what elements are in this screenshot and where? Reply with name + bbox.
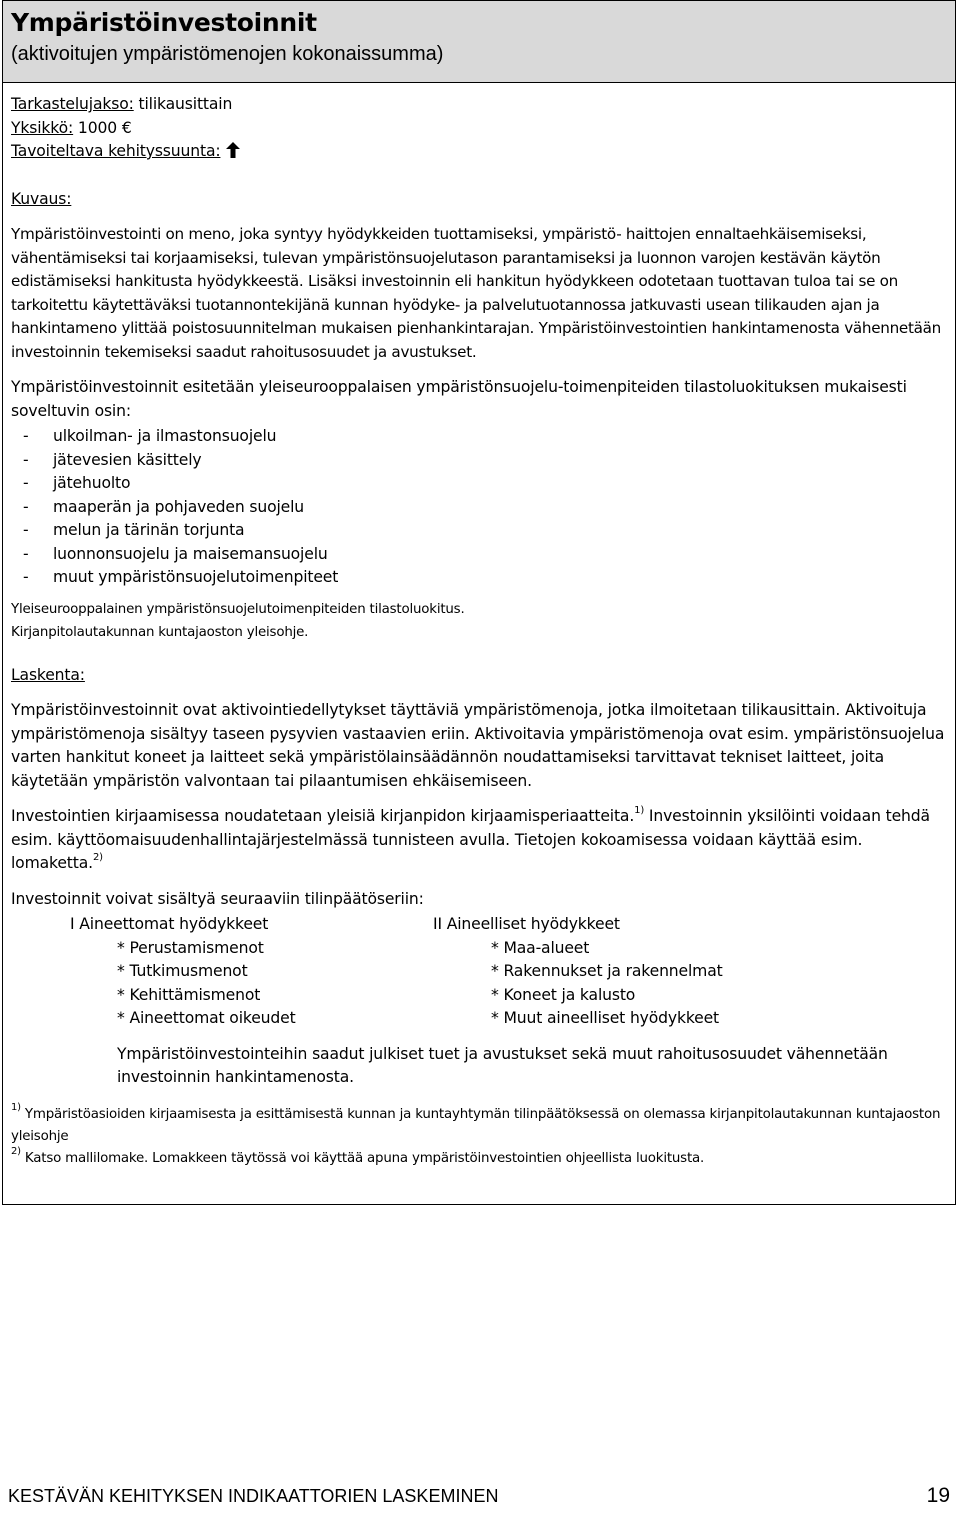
source-line-1: Yleiseurooppalainen ympäristönsuojelutoimenpiteiden tilastoluokitus. <box>11 601 465 617</box>
footnote-ref-2: 2) <box>92 851 103 863</box>
list-item: - ulkoilman- ja ilmastonsuojelu <box>11 425 947 449</box>
trend-label: Tavoiteltava kehityssuunta: <box>11 142 221 160</box>
table-row <box>11 913 947 937</box>
unit-label: Yksikkö: <box>11 118 74 137</box>
table-row <box>11 984 947 1008</box>
indicator-card <box>2 0 956 1205</box>
card-header <box>3 1 955 83</box>
laskenta-paragraph-2b: Investoinnin yksilöinti voidaan tehdä esim. käyttöomaisuudenhallintajärjestelmässä tunnisteen avulla. Tietojen kokoamisessa voidaan käyttää esim. lomaketta. <box>11 807 930 872</box>
footnote-1 <box>11 1104 947 1148</box>
table-row <box>11 1007 947 1031</box>
balance-sheet-items <box>11 913 947 1031</box>
page-number: 19 <box>926 1484 950 1507</box>
unit-value: 1000 € <box>73 118 132 137</box>
category-list <box>11 425 947 590</box>
tangible-item: * Koneet ja kalusto <box>491 985 636 1004</box>
laskenta-heading: Laskenta: <box>11 665 85 684</box>
footer-title: KESTÄVÄN KEHITYKSEN INDIKAATTORIEN LASKEMINEN <box>8 1486 499 1506</box>
tangible-item: * Muut aineelliset hyödykkeet <box>491 1009 720 1027</box>
footnote-marker: 1) <box>11 1102 21 1114</box>
list-item: - jätevesien käsittely <box>11 449 947 473</box>
intangible-heading: I Aineettomat hyödykkeet <box>70 915 269 933</box>
list-item: - maaperän ja pohjaveden suojelu <box>11 496 947 520</box>
intangible-item: * Perustamismenot <box>117 938 264 957</box>
footnote-text: Ympäristöasioiden kirjaamisesta ja esittämisestä kunnan ja kuntayhtymän tilinpäätöksessä on olemassa kirjanpitolautakunnan kuntajaoston yleisohje <box>11 1106 941 1144</box>
card-content <box>3 83 955 1170</box>
tangible-item: * Rakennukset ja rakennelmat <box>491 962 723 980</box>
list-item: - luonnonsuojelu ja maisemansuojelu <box>11 543 947 567</box>
page-title: Ympäristöinvestoinnit <box>11 8 317 37</box>
laskenta-paragraph-1: Ympäristöinvestoinnit ovat aktivointiedellytykset täyttäviä ympäristömenoja, jotka ilmoitetaan tilikausittain. Aktivoituja ympäristömenoja sisältyy taseen pysyvien vastaavien eriin. Aktivoitavia ympäristömenoja ovat esim. ympäristönsuojelua varten hankitut koneet ja laitteet sekä ympäristölainsäädännön noudattamiseksi tarvittavat tekniset laitteet, joita käytetään ympäristön valvontaan tai pilaantumisen ehkäisemiseen. <box>11 701 945 790</box>
unit-line <box>11 117 947 141</box>
kuvaus-paragraph-2: Ympäristöinvestoinnit esitetään yleiseurooppalaisen ympäristönsuojelu-toimenpiteiden tilastoluokituksen mukaisesti soveltuvin osin: <box>11 378 907 420</box>
list-item: - melun ja tärinän torjunta <box>11 519 947 543</box>
period-label: Tarkastelujakso: <box>11 95 134 113</box>
period-value: tilikausittain <box>133 95 233 113</box>
kuvaus-heading: Kuvaus: <box>11 189 72 208</box>
table-row <box>11 937 947 961</box>
closing-paragraph: Ympäristöinvestointeihin saadut julkiset tuet ja avustukset sekä muut rahoitusosuudet vähennetään investoinnin hankintamenosta. <box>117 1044 888 1086</box>
source-line-2: Kirjanpitolautakunnan kuntajaoston yleisohje. <box>11 624 309 640</box>
laskenta-paragraph-2a: Investointien kirjaamisessa noudatetaan yleisiä kirjanpidon kirjaamisperiaatteita. <box>11 807 635 825</box>
footnote-text: Katso mallilomake. Lomakkeen täytössä voi käyttää apuna ympäristöinvestointien ohjeellista luokitusta. <box>20 1150 705 1166</box>
footnote-2 <box>11 1148 947 1170</box>
intangible-item: * Tutkimusmenot <box>117 962 248 980</box>
laskenta-paragraph-3: Investoinnit voivat sisältyä seuraaviin tilinpäätöseriin: <box>11 889 424 908</box>
list-item: - jätehuolto <box>11 472 947 496</box>
page-subtitle: (aktivoitujen ympäristömenojen kokonaissumma) <box>11 43 444 65</box>
footnote-ref-1: 1) <box>634 804 645 816</box>
intangible-item: * Aineettomat oikeudet <box>117 1009 296 1027</box>
tangible-heading: II Aineelliset hyödykkeet <box>433 915 620 933</box>
period-line <box>11 93 947 117</box>
trend-line <box>11 140 947 164</box>
kuvaus-paragraph-1: Ympäristöinvestointi on meno, joka syntyy hyödykkeiden tuottamiseksi, ympäristö- haittojen ennaltaehkäisemiseksi, vähentämiseksi tai korjaamiseksi, tulevan ympäristönsuojelutason parantamiseksi ja luonnon varojen kestävän käytön edistämiseksi hankitusta hyödykkeestä. Lisäksi investoinnin eli hankitun hyödykkeen odotetaan tuottavan tuloa tai se on tarkoitettu käytettäväksi tuotannontekijänä kunnan hyödyke- ja palvelutuotannossa jatkuvasti usean tilikauden ajan ja hankintameno ylittää poistosuunnitelman mukaisen pienhankintarajan. Ympäristöinvestointien hankintamenosta vähennetään investoinnin tekemiseksi saadut rahoitusosuudet ja avustukset. <box>11 225 941 361</box>
list-item: - muut ympäristönsuojelutoimenpiteet <box>11 566 947 590</box>
intangible-item: * Kehittämismenot <box>117 985 261 1004</box>
page-footer <box>8 1484 950 1508</box>
tangible-item: * Maa-alueet <box>491 938 590 957</box>
footnote-marker: 2) <box>11 1146 21 1158</box>
table-row <box>11 960 947 984</box>
laskenta-paragraph-2 <box>11 805 947 876</box>
up-arrow-icon <box>226 142 240 158</box>
